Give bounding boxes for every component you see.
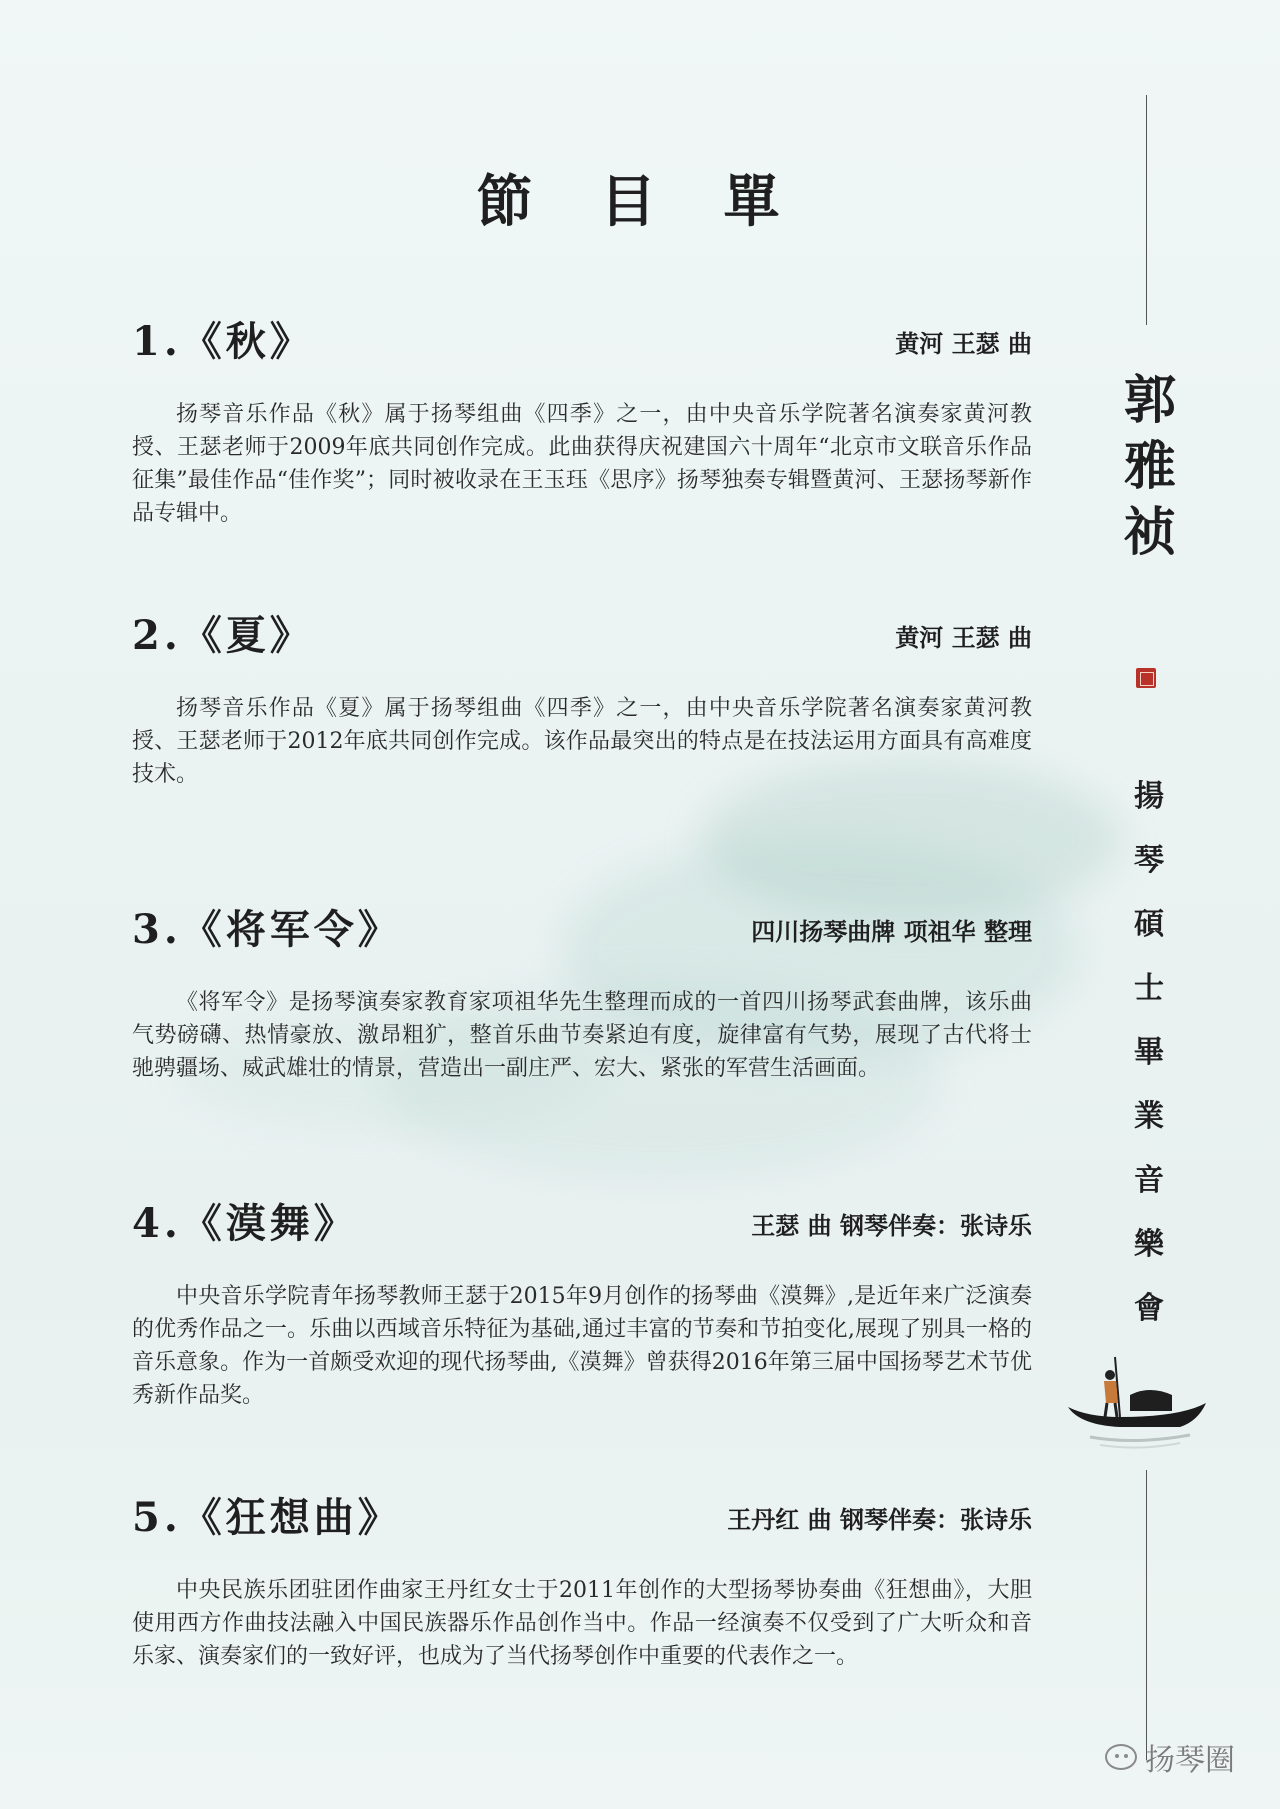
performer-name-char: 郭 — [1123, 370, 1176, 431]
program-item-description: 《将军令》是扬琴演奏家教育家项祖华先生整理而成的一首四川扬琴武套曲牌，该乐曲气势磅礴、热情豪放、激昂粗犷，整首乐曲节奏紧迫有度，旋律富有气势，展现了古代将士驰骋疆场、威武雄壮的情景，营造出一副庄严、宏大、紧张的军营生活画面。 — [132, 990, 1032, 1081]
program-item-title: 4.《漠舞》 — [132, 1200, 358, 1247]
page-title: 節 目 單 — [476, 169, 804, 235]
performer-name — [1120, 368, 1180, 566]
program-item — [132, 1192, 1032, 1412]
divider-line — [1146, 95, 1147, 325]
program-item-composer: 王瑟 曲 钢琴伴奏：张诗乐 — [751, 1211, 1032, 1240]
concert-title-char: 碩 — [1134, 907, 1164, 942]
program-item — [132, 898, 1032, 1085]
program-item — [132, 1486, 1032, 1673]
program-item-composer: 四川扬琴曲牌 项祖华 整理 — [751, 917, 1032, 946]
divider-line — [1146, 1470, 1147, 1760]
program-item-title: 1.《秋》 — [132, 318, 314, 365]
concert-title-char: 琴 — [1134, 843, 1164, 878]
program-item-composer: 王丹红 曲 钢琴伴奏：张诗乐 — [727, 1505, 1032, 1534]
concert-title-char: 音 — [1134, 1163, 1164, 1198]
program-item-title: 3.《将军令》 — [132, 906, 402, 953]
performer-name-char: 祯 — [1123, 502, 1176, 563]
program-item-composer: 黄河 王瑟 曲 — [895, 329, 1032, 358]
program-item-title: 5.《狂想曲》 — [132, 1494, 402, 1541]
concert-title-char: 會 — [1134, 1291, 1164, 1326]
concert-title-char: 畢 — [1134, 1035, 1164, 1070]
program-item-description: 中央音乐学院青年扬琴教师王瑟于2015年9月创作的扬琴曲《漠舞》,是近年来广泛演奏的优秀作品之一。乐曲以西域音乐特征为基础,通过丰富的节奏和节拍变化,展现了别具一格的音乐意象。作为一首颇受欢迎的现代扬琴曲,《漠舞》曾获得2016年第三届中国扬琴艺术节优秀新作品奖。 — [132, 1284, 1032, 1408]
performer-name-char: 雅 — [1123, 436, 1176, 497]
red-seal-icon — [1136, 668, 1156, 688]
concert-title-char: 業 — [1134, 1099, 1164, 1134]
watermark-text: 扬琴圈 — [1145, 1743, 1235, 1778]
concert-title-char: 樂 — [1134, 1227, 1164, 1262]
concert-title-char: 士 — [1134, 971, 1164, 1006]
wechat-icon — [1105, 1744, 1137, 1770]
concert-title — [1124, 765, 1174, 1341]
boatman-icon — [1060, 1345, 1210, 1455]
program-item-composer: 黄河 王瑟 曲 — [895, 623, 1032, 652]
concert-title-char: 揚 — [1134, 779, 1164, 814]
program-item-description: 扬琴音乐作品《夏》属于扬琴组曲《四季》之一，由中央音乐学院著名演奏家黄河教授、王瑟老师于2012年底共同创作完成。该作品最突出的特点是在技法运用方面具有高难度技术。 — [132, 696, 1032, 787]
program-item-title: 2.《夏》 — [132, 612, 314, 659]
watermark — [1105, 1735, 1235, 1779]
program-item — [132, 604, 1032, 791]
program-item-description: 中央民族乐团驻团作曲家王丹红女士于2011年创作的大型扬琴协奏曲《狂想曲》，大胆使用西方作曲技法融入中国民族器乐作品创作当中。作品一经演奏不仅受到了广大听众和音乐家、演奏家们的一致好评，也成为了当代扬琴创作中重要的代表作之一。 — [132, 1578, 1032, 1669]
program-item — [132, 310, 1032, 530]
program-item-description: 扬琴音乐作品《秋》属于扬琴组曲《四季》之一，由中央音乐学院著名演奏家黄河教授、王瑟老师于2009年底共同创作完成。此曲获得庆祝建国六十周年“北京市文联音乐作品征集”最佳作品“佳作奖”；同时被收录在王玉珏《思序》扬琴独奏专辑暨黄河、王瑟扬琴新作品专辑中。 — [132, 402, 1032, 526]
